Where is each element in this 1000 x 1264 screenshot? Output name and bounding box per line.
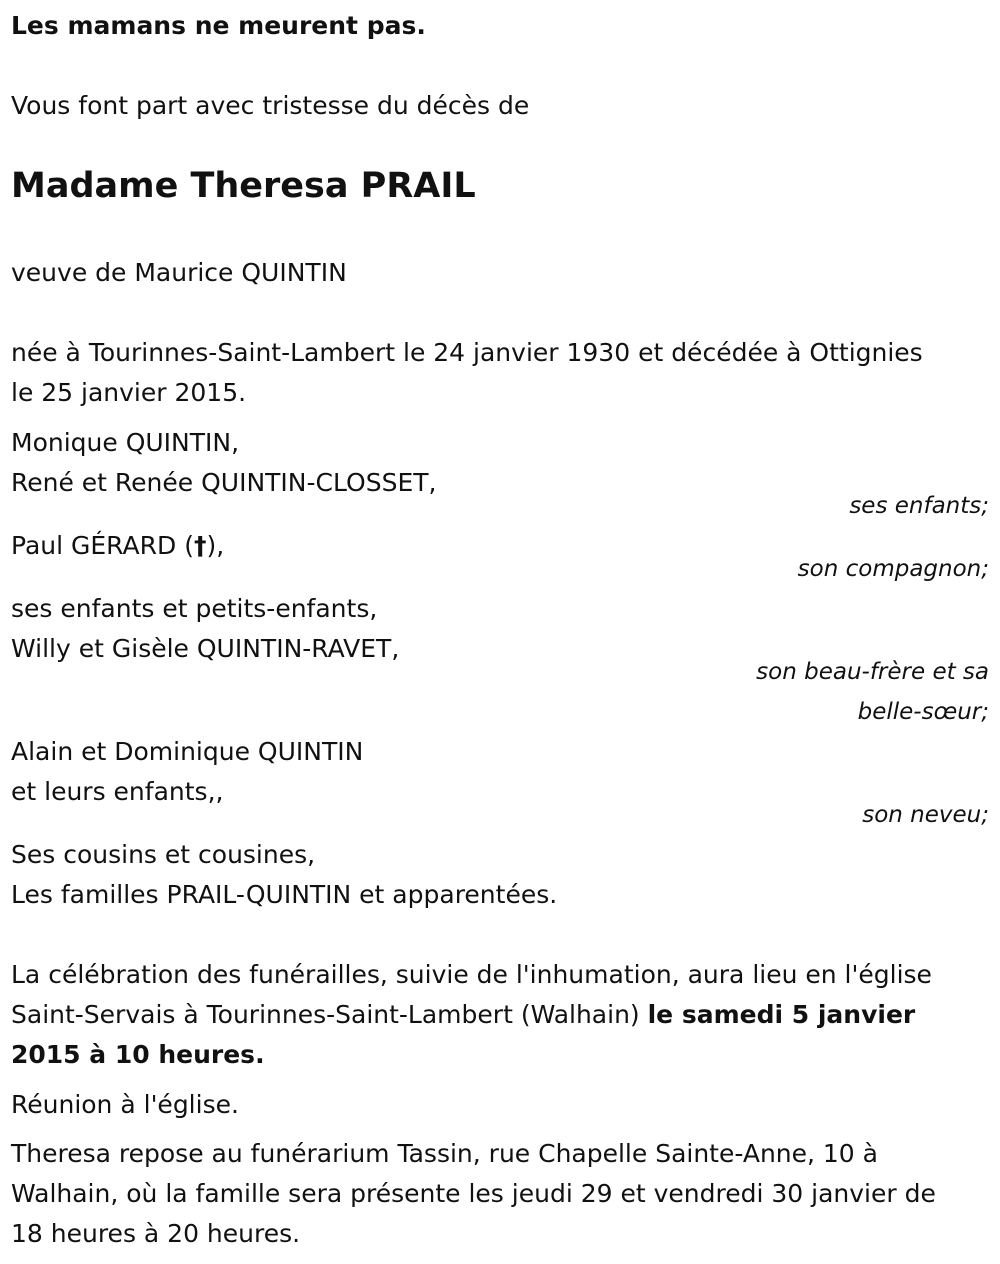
companion-family: ses enfants et petits-enfants, <box>11 594 378 623</box>
companion-role: son compagnon; <box>797 556 989 582</box>
families-line: Les familles PRAIL-QUINTIN et apparentées. <box>11 880 558 909</box>
widow-of-text: veuve de Maurice QUINTIN <box>11 258 347 287</box>
heading: Les mamans ne meurent pas. <box>11 11 426 40</box>
visitation-line-3: 18 heures à 20 heures. <box>11 1219 301 1248</box>
birth-death-line-1: née à Tourinnes-Saint-Lambert le 24 janvier 1930 et décédée à Ottignies <box>11 338 923 367</box>
in-laws: Willy et Gisèle QUINTIN-RAVET, <box>11 634 400 663</box>
birth-death-line-2: le 25 janvier 2015. <box>11 378 247 407</box>
ceremony-line-2 <box>11 995 915 1035</box>
companion-line <box>11 526 224 566</box>
nephew-role: son neveu; <box>862 802 989 828</box>
cousins-line: Ses cousins et cousines, <box>11 840 316 869</box>
reunion-line: Réunion à l'église. <box>11 1090 239 1119</box>
nephew-line-2: et leurs enfants,, <box>11 777 224 806</box>
children-line-2: René et Renée QUINTIN-CLOSSET, <box>11 468 437 497</box>
ceremony-time: 2015 à 10 heures. <box>11 1040 265 1069</box>
ceremony-date: le samedi 5 janvier <box>647 1000 916 1029</box>
intro-text: Vous font part avec tristesse du décès de <box>11 91 530 120</box>
companion-name: Paul GÉRARD ( <box>11 531 194 560</box>
ceremony-location: Saint-Servais à Tourinnes-Saint-Lambert (Walhain) <box>11 1000 648 1029</box>
ceremony-line-1: La célébration des funérailles, suivie de l'inhumation, aura lieu en l'église <box>11 960 932 989</box>
visitation-line-2: Walhain, où la famille sera présente les jeudi 29 et vendredi 30 janvier de <box>11 1179 936 1208</box>
deceased-name: Madame Theresa PRAIL <box>11 166 476 206</box>
children-line-1: Monique QUINTIN, <box>11 428 240 457</box>
children-role: ses enfants; <box>849 493 989 519</box>
nephew-line-1: Alain et Dominique QUINTIN <box>11 737 364 766</box>
visitation-line-1: Theresa repose au funérarium Tassin, rue Chapelle Sainte-Anne, 10 à <box>11 1139 878 1168</box>
companion-end: ), <box>206 531 225 560</box>
in-laws-role-line-1: son beau-frère et sa <box>756 659 989 685</box>
in-laws-role-line-2: belle-sœur; <box>857 699 989 725</box>
cross-icon: † <box>193 531 207 560</box>
